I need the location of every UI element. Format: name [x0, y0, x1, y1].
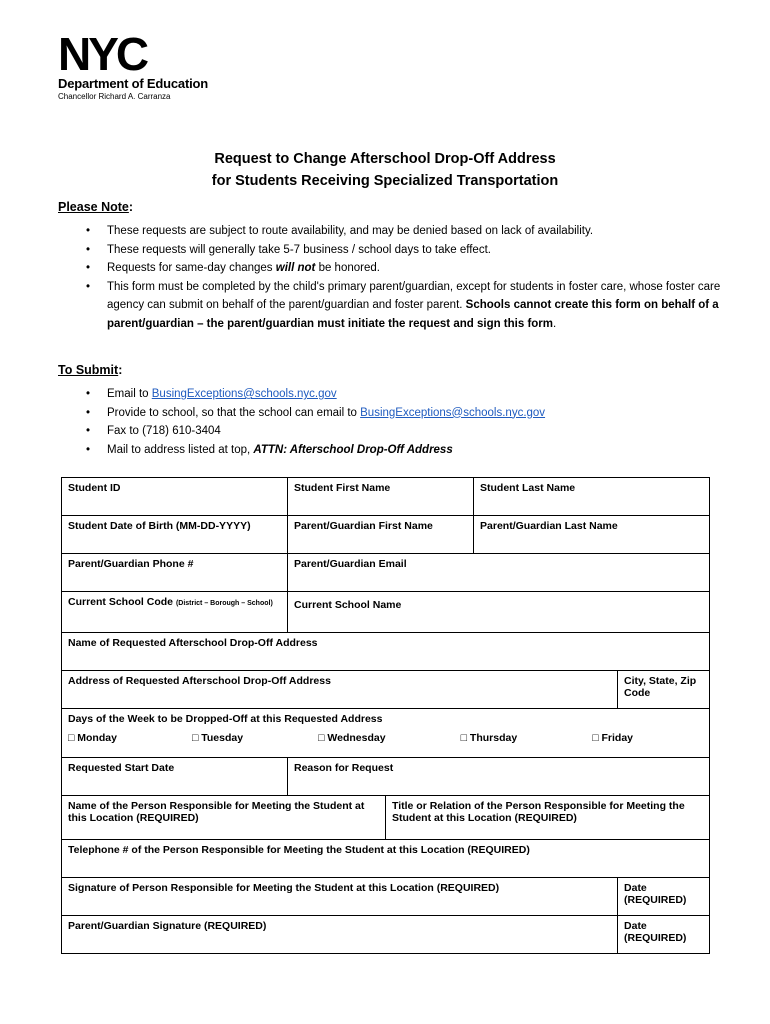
thursday-checkbox[interactable]: □ Thursday	[460, 732, 518, 744]
student-id-field[interactable]: Student ID	[62, 478, 288, 516]
start-date-field[interactable]: Requested Start Date	[62, 758, 288, 796]
responsible-signature-field[interactable]: Signature of Person Responsible for Meeting the Student at this Location (REQUIRED)	[62, 878, 618, 916]
days-label: Days of the Week to be Dropped-Off at this Requested Address	[68, 713, 383, 725]
form-row	[62, 878, 710, 916]
guardian-date-field[interactable]: Date (REQUIRED)	[618, 916, 710, 954]
note-item: • These requests are subject to route availability, and may be denied based on lack of availability.	[86, 222, 726, 241]
student-first-name-field[interactable]: Student First Name	[288, 478, 474, 516]
chancellor-name: Chancellor Richard A. Carranza	[58, 92, 171, 101]
doe-logo	[58, 32, 238, 102]
responsible-phone-field[interactable]: Telephone # of the Person Responsible for Meeting the Student at this Location (REQUIRED)	[62, 840, 710, 878]
form-row	[62, 516, 710, 554]
form-row	[62, 592, 710, 633]
tuesday-checkbox[interactable]: □ Tuesday	[192, 732, 244, 744]
nyc-logo-mark	[58, 32, 180, 74]
student-dob-field[interactable]: Student Date of Birth (MM-DD-YYYY)	[62, 516, 288, 554]
submit-item-mail: • Mail to address listed at top, ATTN: Afterschool Drop-Off Address	[86, 441, 726, 460]
note-item: • Requests for same-day changes will not be honored.	[86, 259, 726, 278]
days-checkboxes	[68, 732, 703, 744]
form-row-days	[62, 709, 710, 758]
note-heading: Please Note:	[58, 200, 134, 214]
school-code-field[interactable]: Current School Code (District – Borough – School)	[62, 592, 288, 633]
school-code-note: (District – Borough – School)	[175, 600, 273, 607]
note-item: • These requests will generally take 5-7 business / school days to take effect.	[86, 241, 726, 260]
form-row	[62, 916, 710, 954]
page-title	[0, 148, 770, 192]
guardian-first-name-field[interactable]: Parent/Guardian First Name	[288, 516, 474, 554]
submit-item-fax: • Fax to (718) 610-3404	[86, 422, 726, 441]
submit-item-email: • Email to BusingExceptions@schools.nyc.gov	[86, 385, 726, 404]
guardian-last-name-field[interactable]: Parent/Guardian Last Name	[474, 516, 710, 554]
title-line-1: Request to Change Afterschool Drop-Off Address	[214, 151, 556, 167]
school-name-field[interactable]: Current School Name	[288, 592, 710, 633]
school-email-link[interactable]: BusingExceptions@schools.nyc.gov	[360, 406, 546, 419]
form-row	[62, 758, 710, 796]
friday-checkbox[interactable]: □ Friday	[592, 732, 634, 744]
responsible-date-field[interactable]: Date (REQUIRED)	[618, 878, 710, 916]
form-row	[62, 554, 710, 592]
nyc-logo-text: NYC	[58, 32, 147, 74]
dropoff-address-name-field[interactable]: Name of Requested Afterschool Drop-Off Address	[62, 633, 710, 671]
form-row	[62, 633, 710, 671]
submit-heading: To Submit:	[58, 363, 123, 377]
submit-list	[86, 385, 726, 459]
city-state-zip-field[interactable]: City, State, Zip Code	[618, 671, 710, 709]
form-row	[62, 671, 710, 709]
wednesday-checkbox[interactable]: □ Wednesday	[318, 732, 386, 744]
request-form-table	[61, 477, 710, 954]
reason-field[interactable]: Reason for Request	[288, 758, 710, 796]
monday-checkbox[interactable]: □ Monday	[68, 732, 117, 744]
title-line-2: for Students Receiving Specialized Transportation	[211, 173, 559, 189]
days-field	[62, 709, 710, 758]
responsible-title-field[interactable]: Title or Relation of the Person Responsible for Meeting the Student at this Location (REQUIRED)	[386, 796, 710, 840]
submit-item-school: • Provide to school, so that the school can email to BusingExceptions@schools.nyc.gov	[86, 404, 726, 423]
form-row	[62, 796, 710, 840]
guardian-signature-field[interactable]: Parent/Guardian Signature (REQUIRED)	[62, 916, 618, 954]
department-name: Department of Education	[58, 76, 208, 91]
note-list	[86, 222, 726, 333]
form-row	[62, 840, 710, 878]
form-row	[62, 478, 710, 516]
guardian-email-field[interactable]: Parent/Guardian Email	[288, 554, 710, 592]
student-last-name-field[interactable]: Student Last Name	[474, 478, 710, 516]
guardian-phone-field[interactable]: Parent/Guardian Phone #	[62, 554, 288, 592]
dropoff-address-field[interactable]: Address of Requested Afterschool Drop-Off Address	[62, 671, 618, 709]
email-link[interactable]: BusingExceptions@schools.nyc.gov	[151, 388, 337, 400]
responsible-name-field[interactable]: Name of the Person Responsible for Meeting the Student at this Location (REQUIRED)	[62, 796, 386, 840]
note-item: • This form must be completed by the child's primary parent/guardian, except for students in foster care, whose foster care agency can submit on behalf of the parent/guardian and foster parent. Schools cannot create this form on behalf of a parent/guardian – the parent/guardian must initiate the request and sign this form.	[86, 278, 726, 334]
